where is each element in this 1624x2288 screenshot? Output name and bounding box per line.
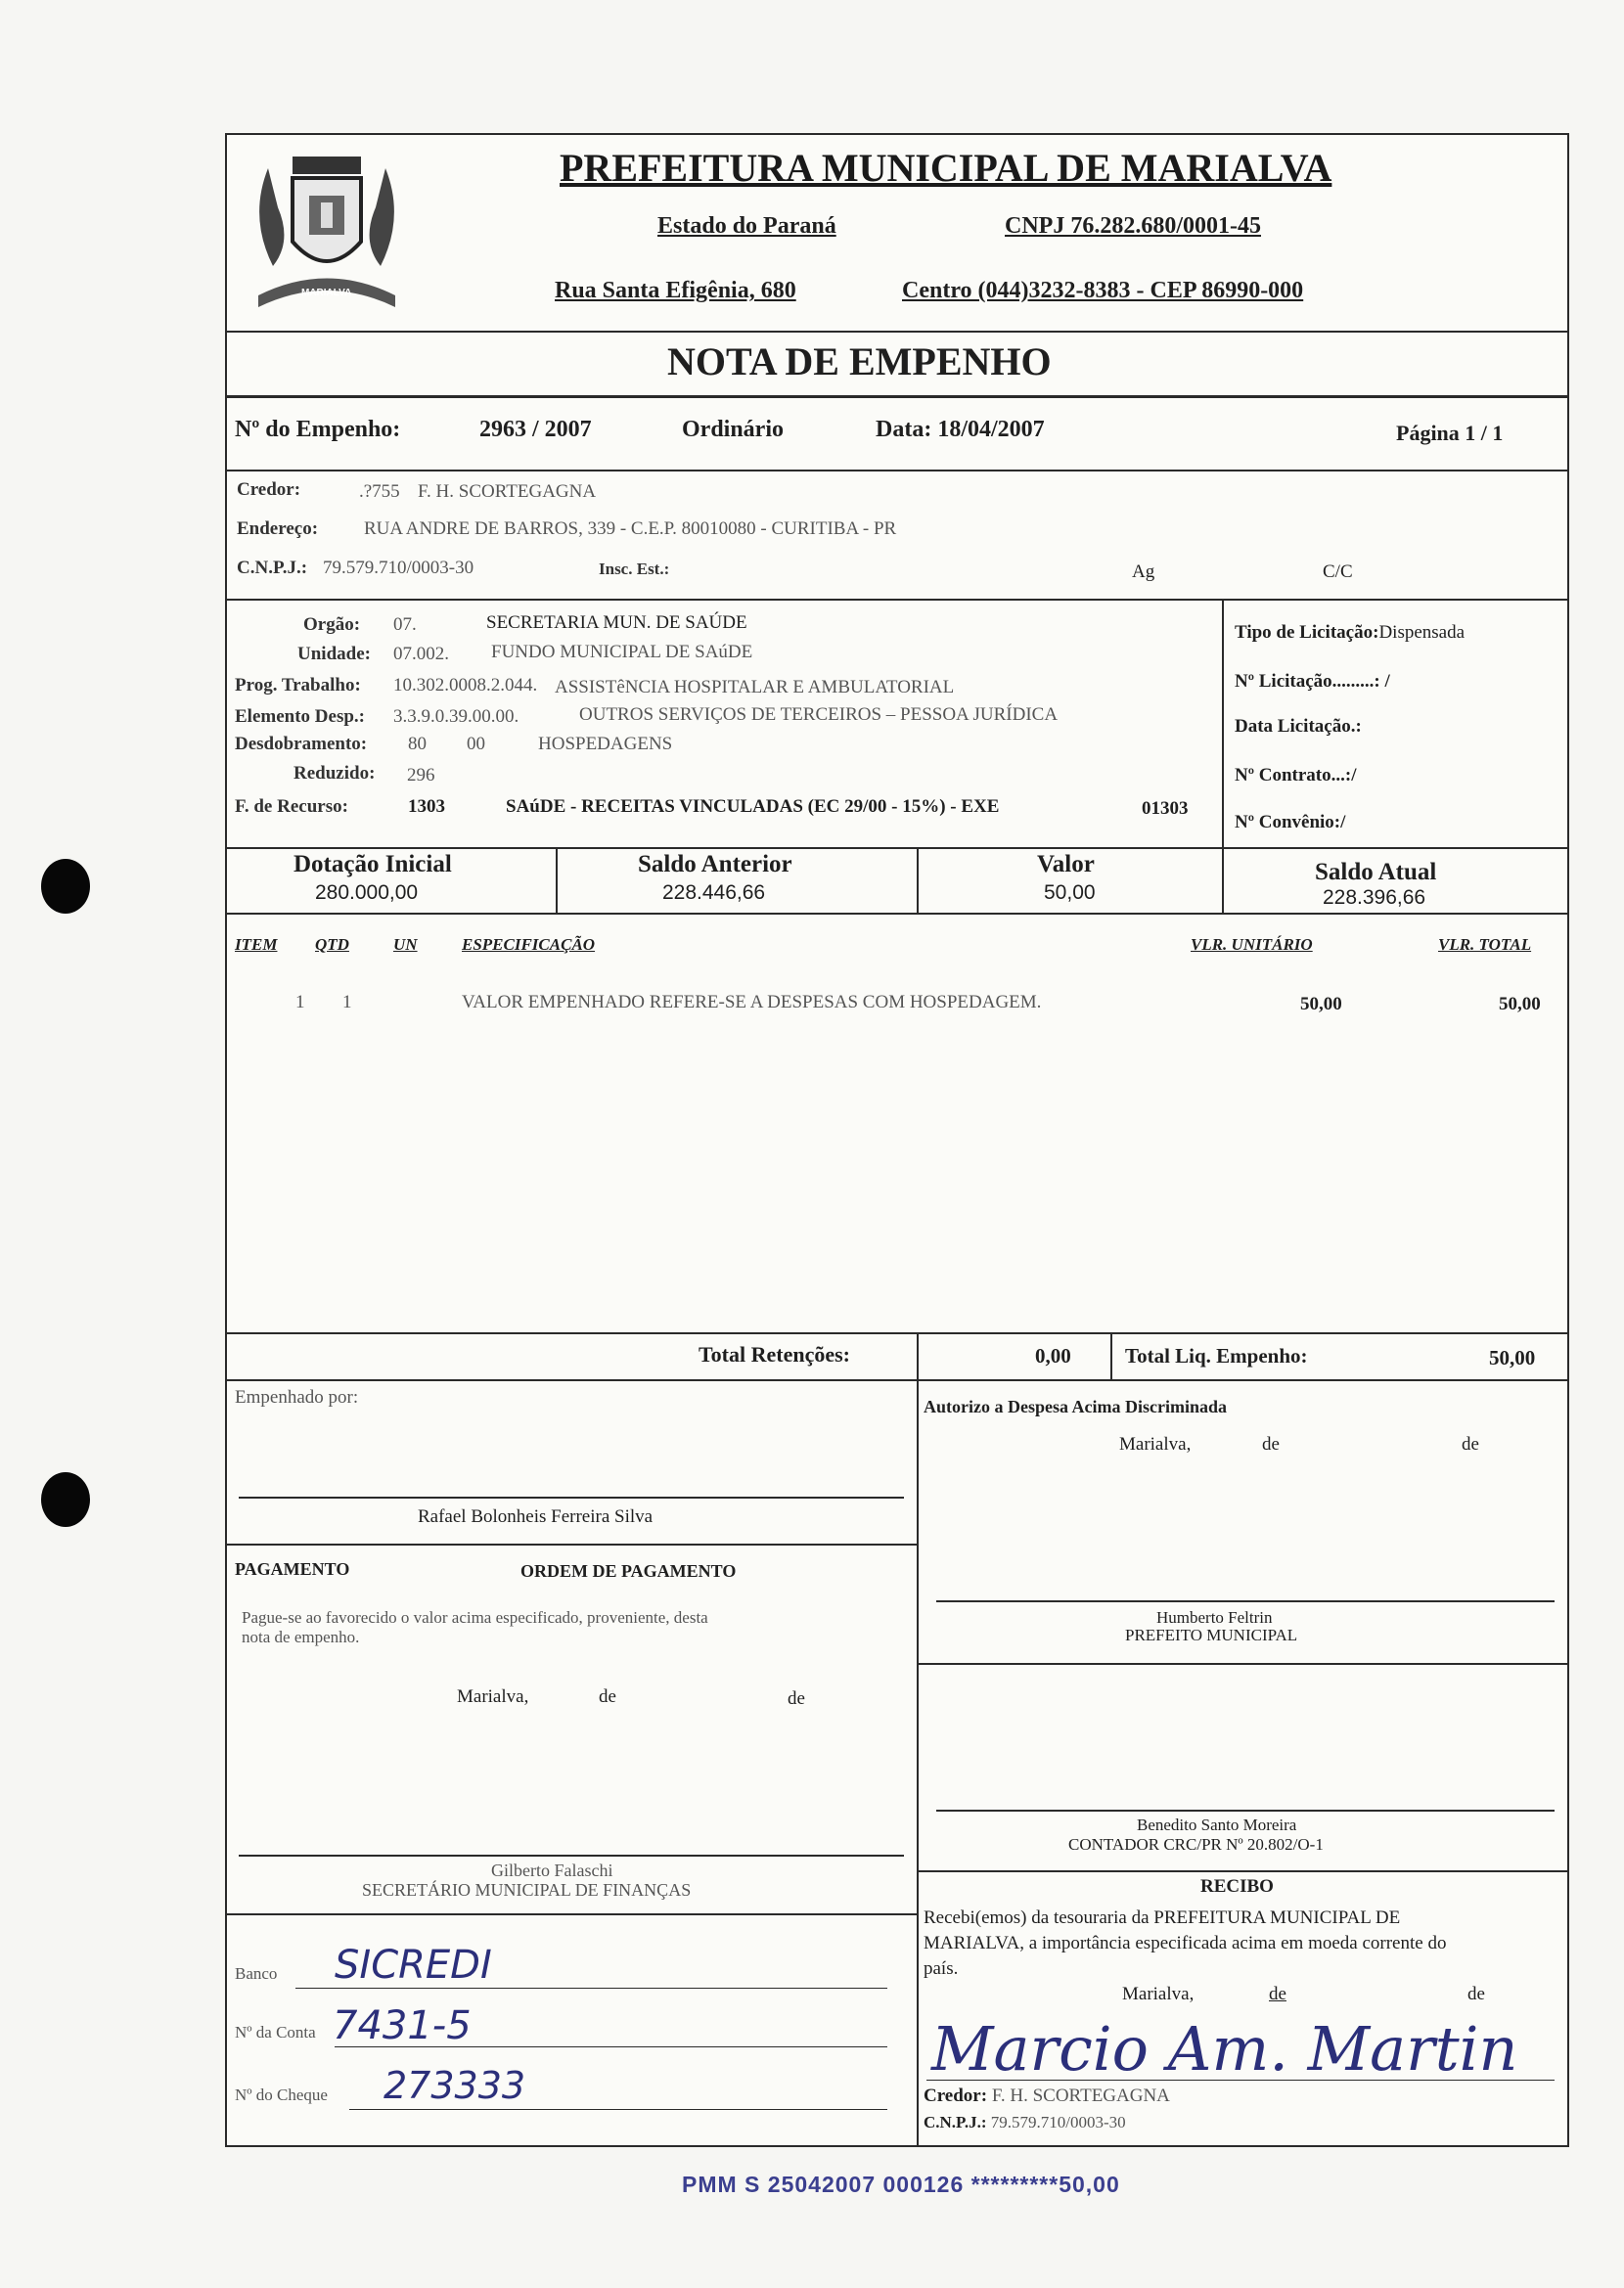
numero-convenio: Nº Convênio:/ — [1235, 812, 1346, 832]
recibo-cnpj-value: 79.579.710/0003-30 — [990, 2113, 1126, 2131]
recibo-text-2: MARIALVA, a importância especificada acima em moeda corrente do — [924, 1933, 1447, 1953]
elemento-desp-name: OUTROS SERVIÇOS DE TERCEIROS – PESSOA JURÍDICA — [579, 704, 1059, 725]
recibo-text-1: Recebi(emos) da tesouraria da PREFEITURA MUNICIPAL DE — [924, 1907, 1401, 1928]
pagamento-label: PAGAMENTO — [235, 1559, 350, 1579]
total-retencoes-label: Total Retenções: — [699, 1342, 850, 1367]
municipal-crest-icon — [239, 149, 415, 310]
credor-signature: Marcio Am. Martin — [931, 2013, 1518, 2085]
saldo-atual-value: 228.396,66 — [1323, 886, 1426, 909]
total-liquido-value: 50,00 — [1489, 1346, 1536, 1369]
document-title: NOTA DE EMPENHO — [667, 339, 1052, 383]
reduzido-value: 296 — [407, 765, 435, 785]
unidade-code: 07.002. — [393, 644, 449, 664]
item-unit-value: 50,00 — [1300, 994, 1342, 1014]
tipo-licitacao — [1235, 622, 1465, 644]
recibo-cnpj — [924, 2113, 1126, 2132]
col-item-header: ITEM — [235, 935, 278, 954]
mayor-role: PREFEITO MUNICIPAL — [1125, 1626, 1298, 1644]
total-retencoes-value: 0,00 — [1035, 1344, 1071, 1368]
fonte-recurso-code: 1303 — [408, 796, 445, 817]
dotacao-inicial-label: Dotação Inicial — [293, 851, 452, 877]
insc-est-label: Insc. Est.: — [599, 560, 670, 578]
punch-hole — [41, 859, 90, 914]
credor-address: RUA ANDRE DE BARROS, 339 - C.E.P. 80010080 - CURITIBA - PR — [364, 518, 897, 539]
recibo-credor-label: Credor: — [924, 2086, 988, 2106]
conta-value: 7431-5 — [333, 2003, 472, 2048]
credor-code: .?755 — [359, 481, 400, 502]
prog-trabalho-code: 10.302.0008.2.044. — [393, 675, 538, 695]
orgao-name: SECRETARIA MUN. DE SAÚDE — [486, 612, 747, 633]
data-licitacao: Data Licitação.: — [1235, 716, 1362, 737]
credor-cnpj-label: C.N.P.J.: — [237, 558, 308, 578]
municipality-contact: Centro (044)3232-8383 - CEP 86990-000 — [902, 278, 1304, 303]
empenhado-por-label: Empenhado por: — [235, 1387, 359, 1408]
numero-contrato: Nº Contrato...:/ — [1235, 765, 1357, 785]
credor-cnpj: 79.579.710/0003-30 — [323, 558, 474, 578]
desdobramento-a: 80 — [408, 734, 427, 754]
autorizo-month-de: de — [1462, 1434, 1479, 1455]
cheque-value: 273333 — [383, 2064, 526, 2107]
elemento-desp-label: Elemento Desp.: — [235, 706, 365, 727]
fonte-recurso-code-2: 01303 — [1142, 798, 1189, 819]
saldo-anterior-label: Saldo Anterior — [638, 851, 792, 877]
numero-licitacao: Nº Licitação.........: / — [1235, 671, 1390, 692]
credor-label: Credor: — [237, 479, 301, 500]
payment-machine-stamp: PMM S 25042007 000126 *********50,00 — [682, 2172, 1120, 2197]
empenhado-por-name: Rafael Bolonheis Ferreira Silva — [418, 1506, 654, 1527]
empenho-number: 2963 / 2007 — [479, 417, 592, 442]
recibo-place: Marialva, — [1122, 1984, 1195, 2004]
prog-trabalho-label: Prog. Trabalho: — [235, 675, 361, 695]
pagamento-text-2: nota de empenho. — [242, 1628, 360, 1646]
unidade-name: FUNDO MUNICIPAL DE SAúDE — [491, 642, 753, 662]
pagamento-text-1: Pague-se ao favorecido o valor acima especificado, proveniente, desta — [242, 1608, 708, 1627]
dotacao-inicial-value: 280.000,00 — [315, 881, 419, 904]
ag-label: Ag — [1132, 561, 1155, 582]
saldo-atual-label: Saldo Atual — [1315, 859, 1437, 885]
recibo-text-3: país. — [924, 1958, 959, 1979]
recibo-cnpj-label: C.N.P.J.: — [924, 2113, 987, 2131]
col-vlr-total-header: VLR. TOTAL — [1438, 935, 1532, 954]
autorizo-label: Autorizo a Despesa Acima Discriminada — [924, 1397, 1227, 1416]
recibo-credor-name: F. H. SCORTEGAGNA — [991, 2086, 1170, 2106]
unidade-label: Unidade: — [297, 644, 371, 664]
desdobramento-b: 00 — [467, 734, 485, 754]
credor-address-label: Endereço: — [237, 518, 319, 539]
recibo-day-de: de — [1269, 1984, 1286, 2004]
saldo-anterior-value: 228.446,66 — [662, 881, 766, 904]
conta-label: Nº da Conta — [235, 2023, 316, 2041]
state-name: Estado do Paraná — [657, 213, 836, 239]
autorizo-day-de: de — [1262, 1434, 1280, 1455]
pagamento-place: Marialva, — [457, 1686, 529, 1707]
accountant-role: CONTADOR CRC/PR Nº 20.802/O-1 — [1068, 1835, 1324, 1854]
empenho-date: Data: 18/04/2007 — [876, 417, 1045, 442]
mayor-name: Humberto Feltrin — [1156, 1608, 1273, 1627]
desdobramento-label: Desdobramento: — [235, 734, 368, 754]
secretary-role: SECRETÁRIO MUNICIPAL DE FINANÇAS — [362, 1880, 692, 1900]
credor-name: F. H. SCORTEGAGNA — [418, 481, 597, 502]
accountant-name: Benedito Santo Moreira — [1137, 1816, 1297, 1834]
col-qtd-header: QTD — [315, 935, 349, 954]
valor-value: 50,00 — [1044, 881, 1096, 904]
col-vlr-unitario-header: VLR. UNITÁRIO — [1191, 935, 1313, 954]
empenho-number-label: Nº do Empenho: — [235, 417, 401, 442]
pagamento-month-de: de — [788, 1688, 805, 1709]
secretary-name: Gilberto Falaschi — [491, 1861, 613, 1880]
valor-label: Valor — [1037, 851, 1095, 877]
ordem-pagamento-label: ORDEM DE PAGAMENTO — [520, 1561, 737, 1581]
reduzido-label: Reduzido: — [293, 763, 376, 784]
pagamento-day-de: de — [599, 1686, 616, 1707]
punch-hole — [41, 1472, 90, 1527]
item-specification: VALOR EMPENHADO REFERE-SE A DESPESAS COM HOSPEDAGEM. — [462, 992, 1042, 1012]
col-especificacao-header: ESPECIFICAÇÃO — [462, 935, 596, 954]
cc-label: C/C — [1323, 561, 1353, 582]
tipo-licitacao-value: Dispensada — [1378, 622, 1466, 643]
cheque-label: Nº do Cheque — [235, 2086, 328, 2104]
item-quantity: 1 — [342, 992, 352, 1012]
item-total-value: 50,00 — [1499, 994, 1541, 1014]
banco-label: Banco — [235, 1964, 278, 1983]
autorizo-place: Marialva, — [1119, 1434, 1192, 1455]
nota-de-empenho-form — [225, 133, 1569, 2147]
fonte-recurso-name: SAúDE - RECEITAS VINCULADAS (EC 29/00 - 15%) - EXE — [506, 796, 1000, 817]
desdobramento-name: HOSPEDAGENS — [538, 734, 673, 754]
municipality-cnpj: CNPJ 76.282.680/0001-45 — [1005, 213, 1261, 239]
fonte-recurso-label: F. de Recurso: — [235, 796, 348, 817]
prog-trabalho-name: ASSISTêNCIA HOSPITALAR E AMBULATORIAL — [555, 677, 955, 697]
tipo-licitacao-label: Tipo de Licitação: — [1235, 622, 1379, 643]
orgao-code: 07. — [393, 614, 417, 635]
total-liquido-label: Total Liq. Empenho: — [1125, 1344, 1308, 1368]
item-number: 1 — [295, 992, 305, 1012]
municipality-title: PREFEITURA MUNICIPAL DE MARIALVA — [560, 146, 1332, 190]
empenho-type: Ordinário — [682, 417, 785, 442]
elemento-desp-code: 3.3.9.0.39.00.00. — [393, 706, 519, 727]
recibo-title: RECIBO — [1200, 1876, 1274, 1897]
recibo-credor — [924, 2086, 1170, 2107]
banco-value: SICREDI — [335, 1943, 492, 1988]
municipality-address: Rua Santa Efigênia, 680 — [555, 278, 796, 303]
page-number: Página 1 / 1 — [1396, 421, 1504, 445]
col-un-header: UN — [393, 935, 418, 954]
orgao-label: Orgão: — [303, 614, 361, 635]
crest-ribbon-text: MARIALVA — [301, 288, 352, 298]
recibo-month-de: de — [1467, 1984, 1485, 2004]
